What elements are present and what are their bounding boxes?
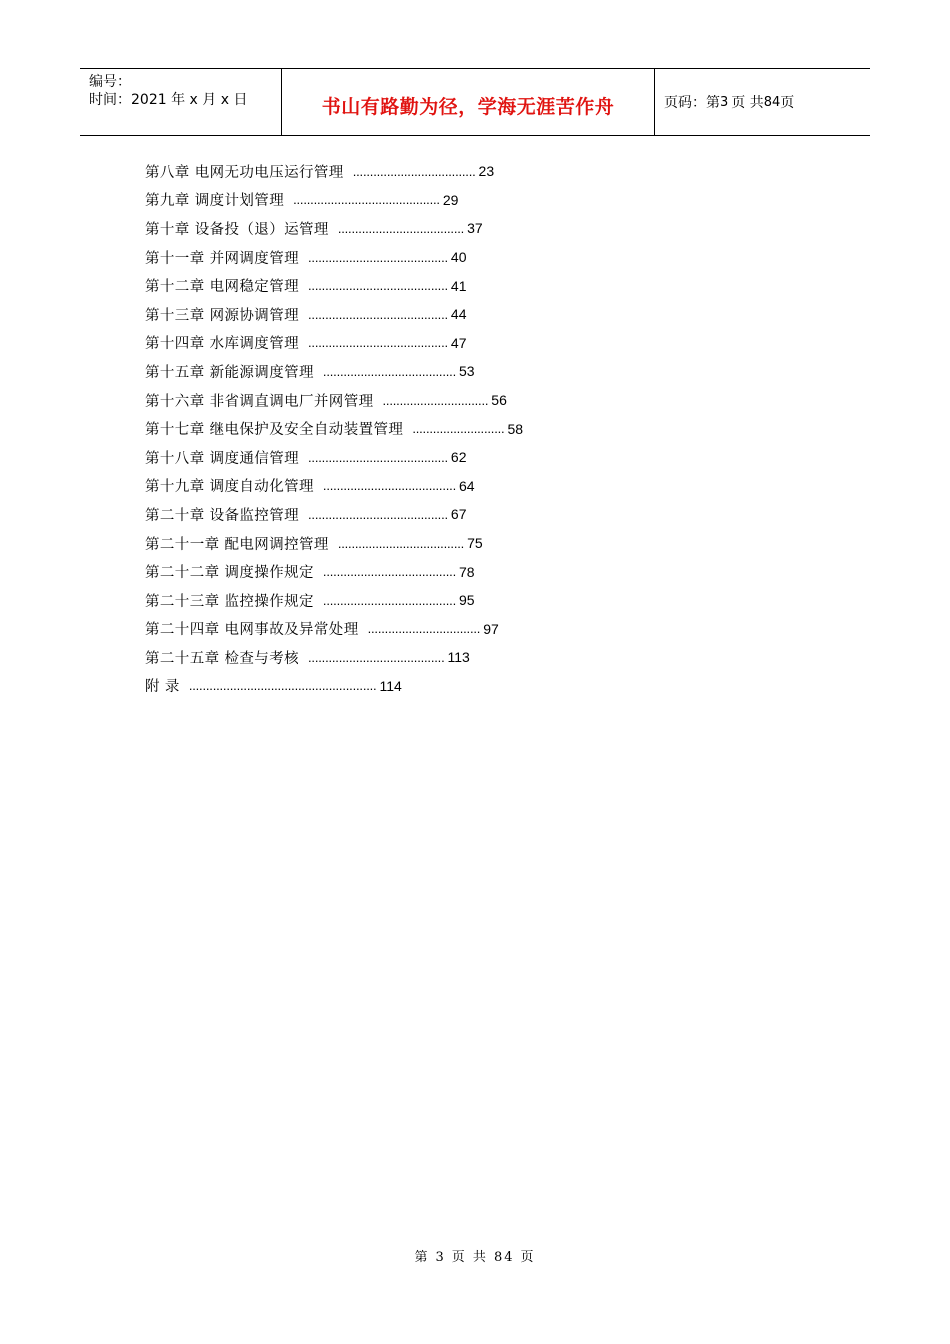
toc-entry-leader-dots: .........................................	[308, 506, 448, 522]
toc-entry-title: 第二十五章 检查与考核	[145, 650, 300, 667]
toc-entry-title: 第十一章 并网调度管理	[145, 250, 300, 267]
toc-entry-leader-dots: .................................	[367, 621, 481, 637]
toc-entry-leader-dots: ...........................	[412, 421, 505, 437]
toc-entry-page-number: 67	[450, 506, 467, 523]
toc-entry-title: 附 录	[145, 679, 180, 696]
toc-entry-leader-dots: ........................................	[308, 649, 445, 665]
toc-entry-page-number: 95	[458, 592, 475, 609]
page-header	[80, 68, 870, 136]
toc-entry[interactable]	[145, 243, 845, 272]
toc-entry-title: 第二十二章 调度操作规定	[145, 565, 314, 582]
footer-mid: 页 共	[451, 1250, 488, 1265]
toc-entry-leader-dots: .........................................	[308, 306, 448, 322]
toc-entry-page-number: 78	[458, 563, 475, 580]
toc-entry-title: 第十九章 调度自动化管理	[145, 479, 314, 496]
toc-entry-leader-dots: .........................................	[308, 249, 448, 265]
header-page-suffix: 页	[780, 95, 795, 111]
toc-entry-leader-dots: .......................................	[322, 363, 456, 379]
toc-entry-title: 第十四章 水库调度管理	[145, 336, 300, 353]
header-page-current: 3	[720, 94, 729, 110]
toc-entry-page-number: 58	[507, 420, 524, 437]
toc-entry[interactable]	[145, 271, 845, 300]
toc-entry-page-number: 44	[450, 306, 467, 323]
toc-entry[interactable]	[145, 386, 845, 415]
toc-entry-title: 第二十三章 监控操作规定	[145, 593, 314, 610]
toc-entry[interactable]	[145, 186, 845, 215]
toc-entry[interactable]	[145, 357, 845, 386]
document-time-label: 时间：2021 年 x 月 x 日	[89, 92, 248, 108]
toc-entry[interactable]	[145, 643, 845, 672]
toc-entry[interactable]	[145, 500, 845, 529]
toc-entry[interactable]	[145, 557, 845, 586]
toc-entry-page-number: 113	[447, 649, 470, 666]
header-page-mid: 页 共	[731, 95, 764, 111]
toc-entry-page-number: 40	[450, 249, 467, 266]
header-slogan-cell	[282, 69, 655, 135]
toc-entry-title: 第十八章 调度通信管理	[145, 450, 300, 467]
page-footer	[0, 1246, 950, 1265]
toc-entry-leader-dots: .......................................................	[188, 678, 377, 694]
toc-entry[interactable]	[145, 414, 845, 443]
toc-entry-page-number: 47	[450, 334, 467, 351]
toc-entry-page-number: 53	[458, 363, 475, 380]
toc-entry-page-number: 64	[458, 477, 475, 494]
toc-entry-title: 第九章 调度计划管理	[145, 193, 285, 210]
footer-current: 3	[435, 1250, 446, 1265]
toc-entry-title: 第二十章 设备监控管理	[145, 507, 300, 524]
toc-entry-page-number: 56	[491, 392, 507, 409]
toc-entry-title: 第二十四章 电网事故及异常处理	[145, 622, 359, 639]
table-of-contents	[145, 157, 845, 700]
toc-entry[interactable]	[145, 586, 845, 615]
toc-entry-page-number: 29	[442, 191, 459, 208]
toc-entry-page-number: 62	[450, 449, 467, 466]
toc-entry[interactable]	[145, 443, 845, 472]
toc-entry-leader-dots: .........................................	[308, 335, 448, 351]
toc-entry-title: 第二十一章 配电网调控管理	[145, 536, 329, 553]
toc-entry-title: 第十三章 网源协调管理	[145, 307, 300, 324]
toc-entry-leader-dots: .........................................	[308, 449, 448, 465]
toc-entry[interactable]	[145, 529, 845, 558]
toc-entry-title: 第十七章 继电保护及安全自动装置管理	[145, 422, 404, 439]
toc-entry-page-number: 41	[450, 277, 467, 294]
header-page-total: 84	[763, 94, 781, 110]
toc-entry-page-number: 75	[467, 535, 483, 552]
toc-entry[interactable]	[145, 615, 845, 644]
toc-entry-title: 第十二章 电网稳定管理	[145, 279, 300, 296]
footer-prefix: 第	[414, 1250, 430, 1265]
toc-entry-title: 第十章 设备投（退）运管理	[145, 221, 329, 238]
toc-entry-page-number: 97	[483, 620, 499, 637]
toc-entry-leader-dots: .......................................	[322, 564, 456, 580]
toc-entry-leader-dots: .........................................	[308, 278, 448, 294]
toc-entry[interactable]	[145, 300, 845, 329]
footer-suffix: 页	[520, 1250, 536, 1265]
toc-entry-leader-dots: .....................................	[337, 220, 465, 236]
toc-entry-page-number: 23	[478, 163, 495, 180]
toc-entry-page-number: 114	[379, 677, 402, 694]
header-info-cell	[80, 69, 282, 135]
toc-entry-title: 第十六章 非省调直调电厂并网管理	[145, 393, 374, 410]
toc-entry-leader-dots: .....................................	[337, 535, 465, 551]
toc-entry[interactable]	[145, 214, 845, 243]
toc-entry[interactable]	[145, 672, 845, 701]
toc-entry-leader-dots: ...........................................	[293, 192, 440, 208]
footer-total: 84	[493, 1250, 515, 1265]
toc-entry-page-number: 37	[467, 220, 483, 237]
toc-entry-leader-dots: ...............................	[382, 392, 489, 408]
header-page-prefix: 页码：第	[664, 95, 720, 111]
toc-entry-leader-dots: .......................................	[322, 478, 456, 494]
toc-entry-leader-dots: ....................................	[352, 163, 476, 179]
toc-entry-title: 第八章 电网无功电压运行管理	[145, 164, 344, 181]
toc-entry[interactable]	[145, 329, 845, 358]
toc-entry[interactable]	[145, 157, 845, 186]
toc-entry-title: 第十五章 新能源调度管理	[145, 364, 314, 381]
toc-entry[interactable]	[145, 472, 845, 501]
header-slogan: 书山有路勤为径，学海无涯苦作舟	[321, 95, 615, 118]
document-number-label: 编号：	[89, 74, 131, 90]
toc-entry-leader-dots: .......................................	[322, 592, 456, 608]
header-page-cell	[655, 69, 870, 135]
